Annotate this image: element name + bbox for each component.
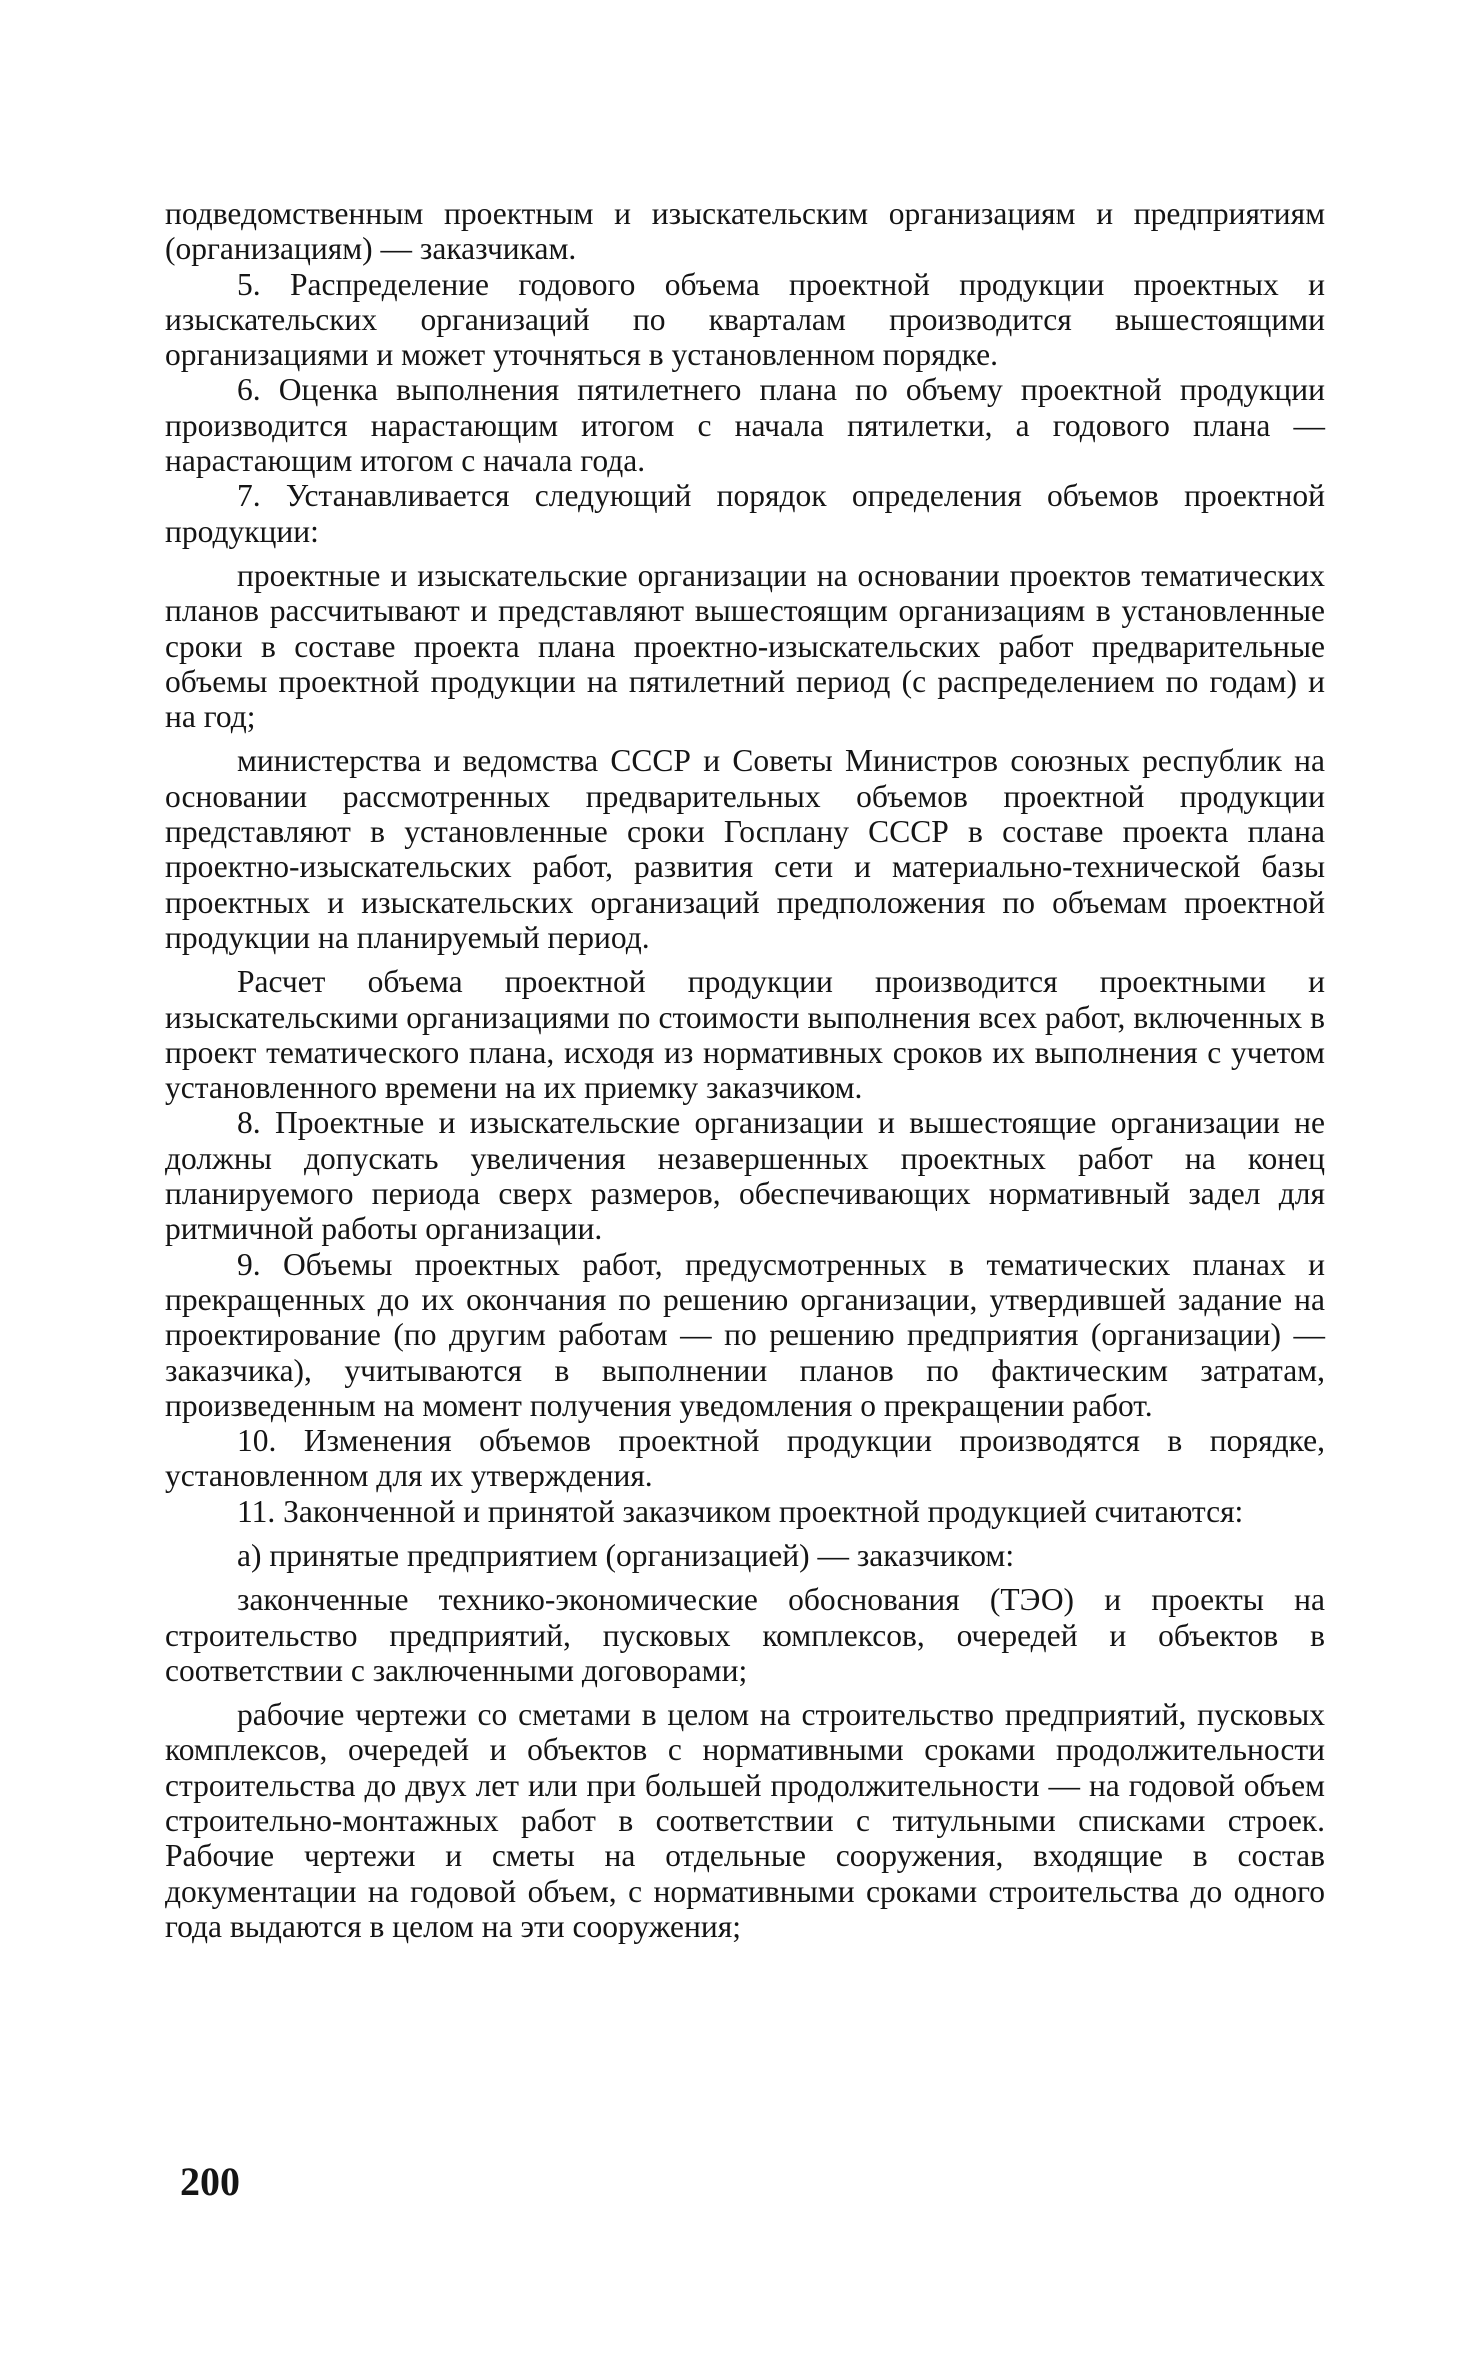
paragraph-ministries: министерства и ведомства СССР и Советы Министров союзных республик на основании рассмотренных предварительных объемов проектной продукции представляют в установленные сроки Госплану СССР в составе проекта плана проектно-изыскательских работ, развития сети и материально-технической базы проектных и изыскательских организаций предположения по объемам проектной продукции на планируемый период. [165,743,1325,955]
paragraph-continuation: подведомственным проектным и изыскательским организациям и предприятиям (организациям) — заказчикам. [165,196,1325,267]
paragraph-item-7: 7. Устанавливается следующий порядок определения объемов проектной продукции: [165,478,1325,549]
paragraph-item-11: 11. Законченной и принятой заказчиком проектной продукцией считаются: [237,1493,1244,1529]
paragraph-working-drawings: рабочие чертежи со сметами в целом на строительство предприятий, пусковых комплексов, очередей и объектов с нормативными сроками продолжительности строительства до двух лет или при большей продолжительности — на годовой объем строительно-монтажных работ в соответствии с титульными списками строек. Рабочие чертежи и сметы на отдельные сооружения, входящие в состав документации на годовой объем, с нормативными сроками строительства до одного года выдаются в целом на эти сооружения; [165,1697,1325,1944]
paragraph-item-10: 10. Изменения объемов проектной продукции производятся в порядке, установленном для их утверждения. [165,1423,1325,1494]
paragraph-item-11a: а) принятые предприятием (организацией) — заказчиком: [237,1537,1015,1573]
paragraph-calculation: Расчет объема проектной продукции производится проектными и изыскательскими организациями по стоимости выполнения всех работ, включенных в проект тематического плана, исходя из нормативных сроков их выполнения с учетом установленного времени на их приемку заказчиком. [165,964,1325,1106]
paragraph-project-organizations: проектные и изыскательские организации на основании проектов тематических планов рассчитывают и представляют вышестоящим организациям в установленные сроки в составе проекта плана проектно-изыскательских работ предварительные объемы проектной продукции на пятилетний период (с распределением по годам) и на год; [165,557,1325,735]
paragraph-item-6: 6. Оценка выполнения пятилетнего плана по объему проектной продукции производится нарастающим итогом с начала пятилетки, а годового плана — нарастающим итогом с начала года. [165,372,1325,479]
paragraph-item-8: 8. Проектные и изыскательские организации и вышестоящие организации не должны допускать увеличения незавершенных проектных работ на конец планируемого периода сверх размеров, обеспечивающих нормативный задел для ритмичной работы организации. [165,1105,1325,1247]
page-number: 200 [180,2159,240,2204]
paragraph-item-9: 9. Объемы проектных работ, предусмотренных в тематических планах и прекращенных до их окончания по решению организации, утвердившей задание на проектирование (по другим работам — по решению предприятия (организации) — заказчика), учитываются в выполнении планов по фактическим затратам, произведенным на момент получения уведомления о прекращении работ. [165,1246,1325,1423]
paragraph-item-5: 5. Распределение годового объема проектной продукции проектных и изыскательских организаций по кварталам производится вышестоящими организациями и может уточняться в установленном порядке. [165,266,1325,373]
paragraph-teo: законченные технико-экономические обоснования (ТЭО) и проекты на строительство предприятий, пусковых комплексов, очередей и объектов в соответствии с заключенными договорами; [165,1582,1325,1688]
page-body [165,196,1325,1944]
